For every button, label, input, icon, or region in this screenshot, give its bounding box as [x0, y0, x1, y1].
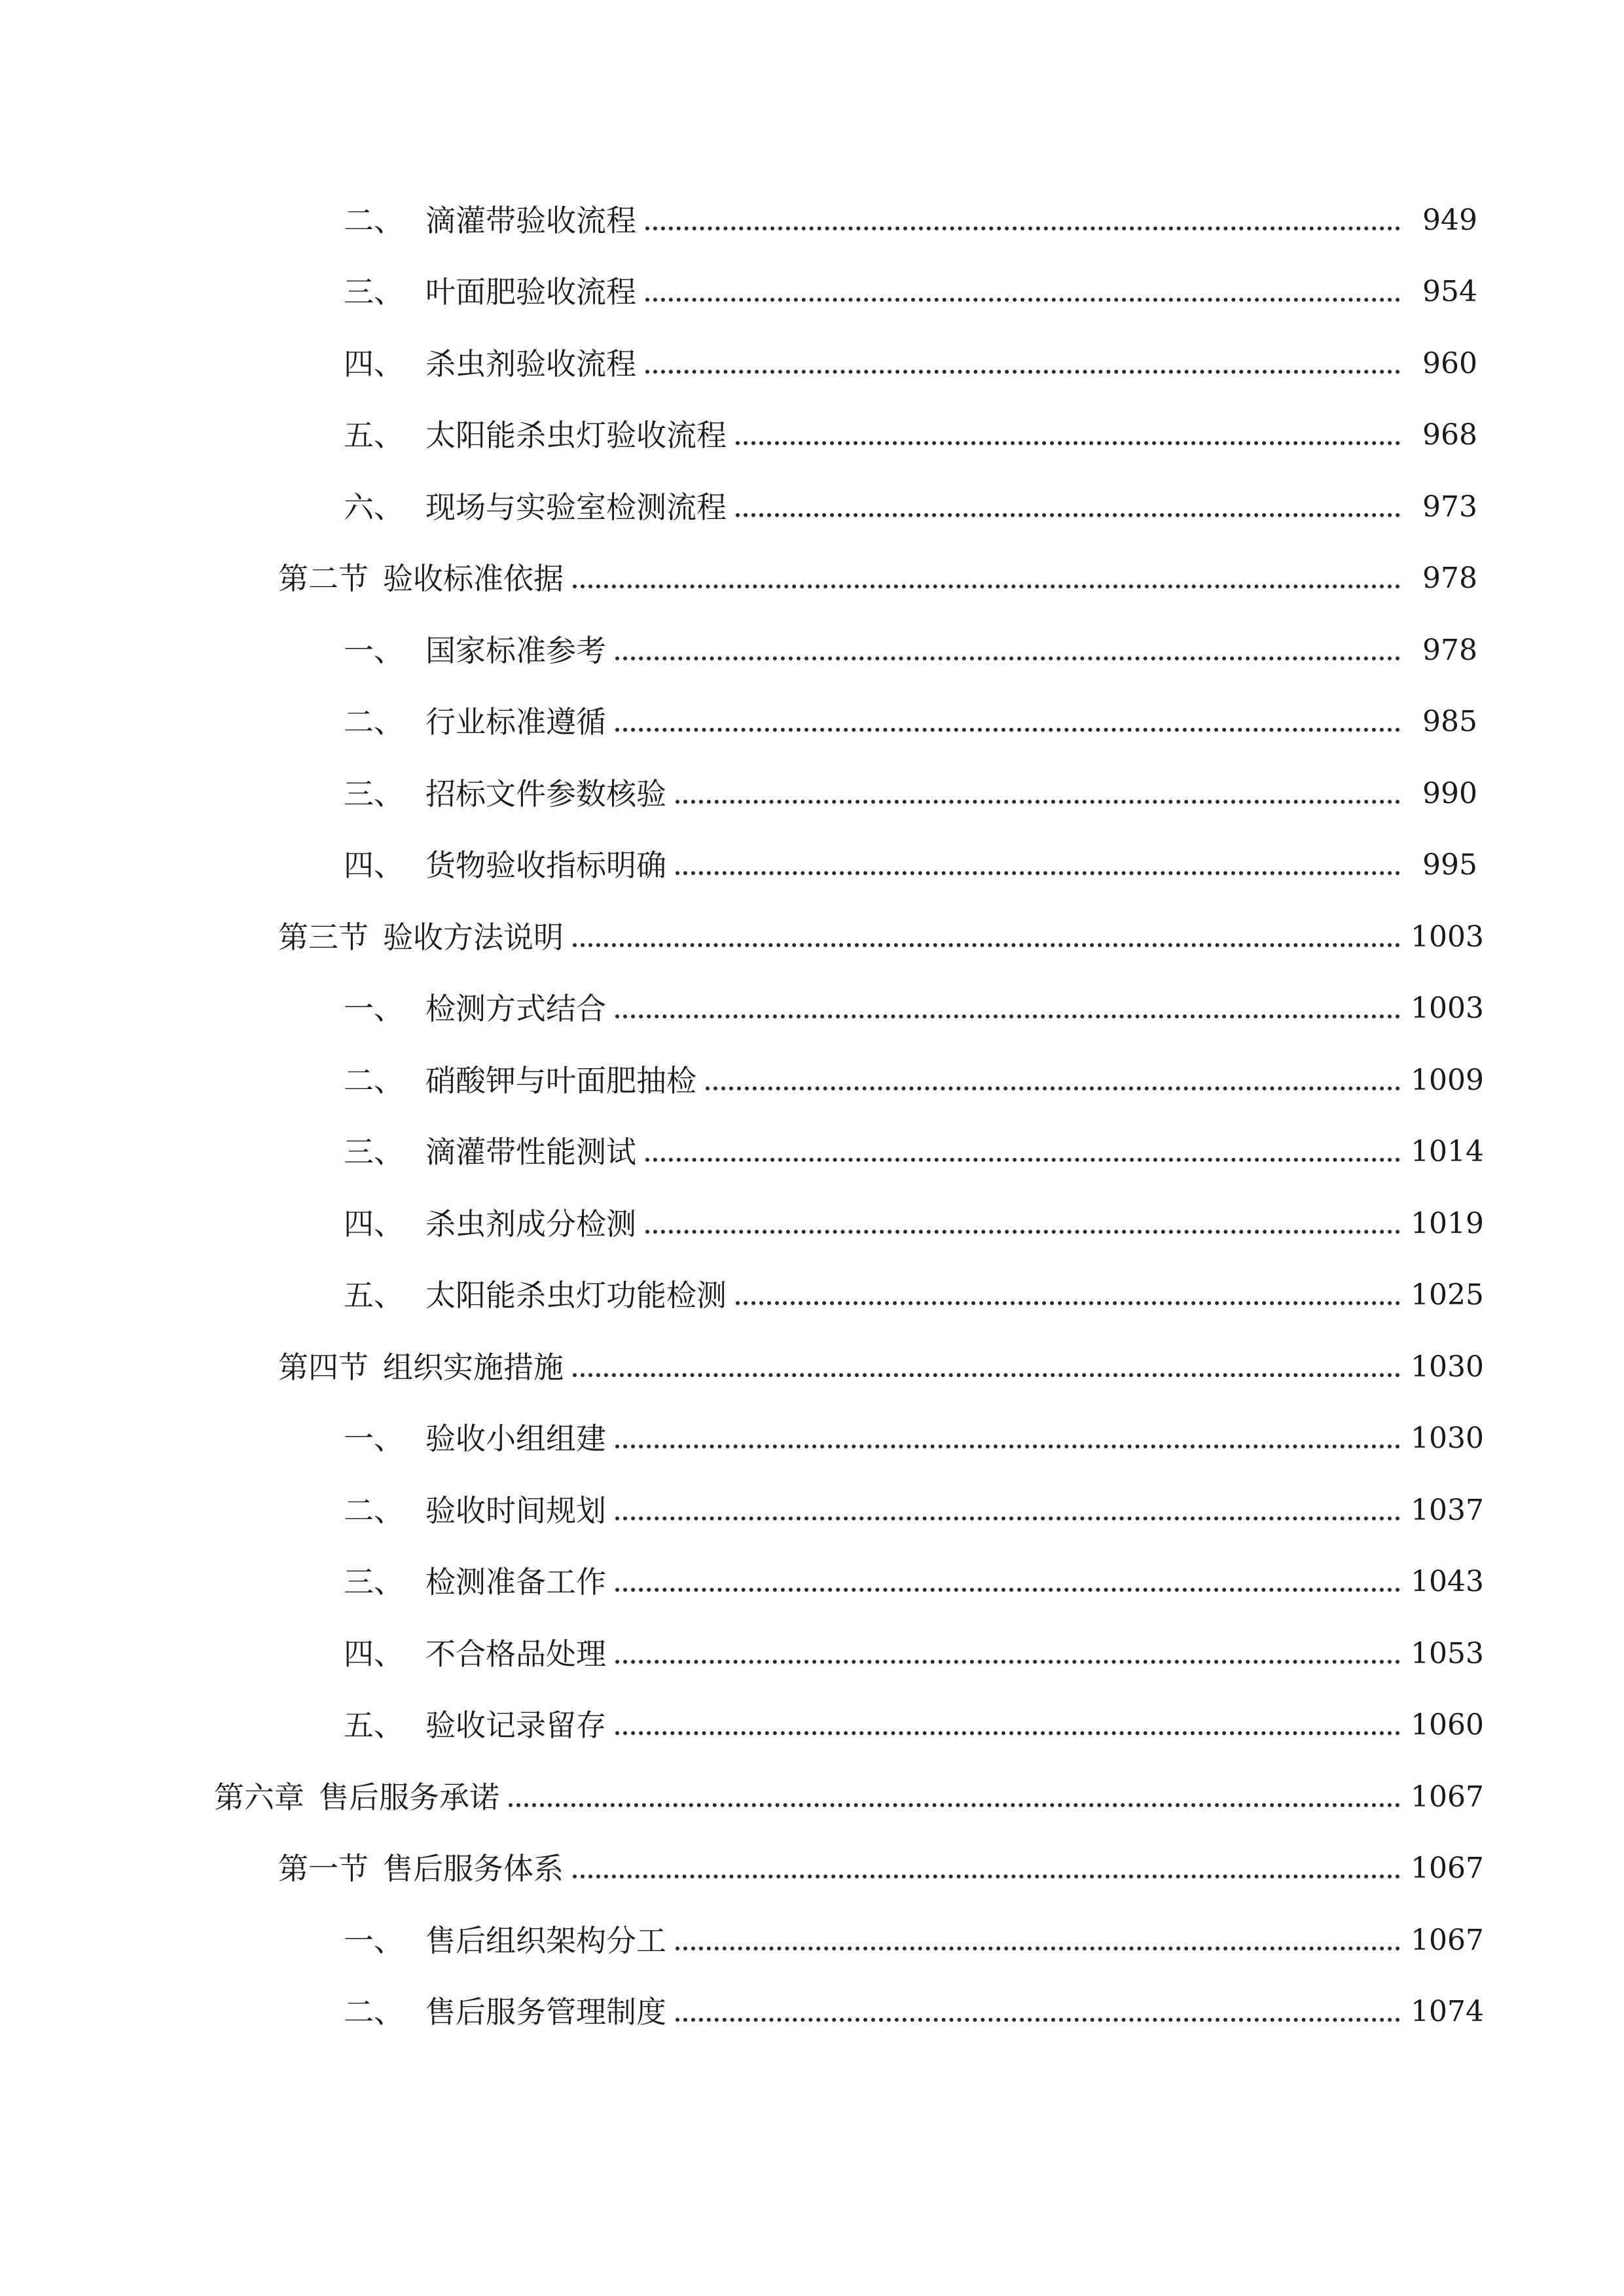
toc-entry-item[interactable]	[0, 1260, 1624, 1332]
toc-entry-number: 二、	[344, 704, 404, 740]
toc-entry-title: 售后服务承诺	[319, 1779, 499, 1815]
toc-entry-item[interactable]	[0, 1475, 1624, 1547]
toc-entry-number: 二、	[344, 202, 404, 238]
toc-entry-title: 验收方法说明	[383, 919, 564, 955]
dot-leader	[615, 728, 1400, 732]
dot-leader	[706, 1086, 1400, 1090]
toc-entry-item[interactable]	[0, 328, 1624, 400]
dot-leader	[676, 2018, 1400, 2022]
toc-entry-title: 组织实施措施	[383, 1349, 564, 1385]
toc-entry-page-number: 1074	[1411, 1995, 1484, 2029]
toc-entry-number: 第四节	[278, 1349, 369, 1385]
toc-entry-number: 五、	[344, 1708, 404, 1744]
toc-entry-number: 五、	[344, 1278, 404, 1314]
toc-entry-number: 三、	[344, 274, 404, 310]
dot-leader	[573, 1373, 1400, 1377]
toc-entry-page-number: 1019	[1411, 1206, 1484, 1240]
toc-entry-title: 硝酸钾与叶面肥抽检	[425, 1062, 696, 1098]
dot-leader	[736, 513, 1400, 517]
toc-entry-number: 四、	[344, 1636, 404, 1672]
dot-leader	[615, 656, 1400, 660]
toc-entry-item[interactable]	[0, 1547, 1624, 1619]
toc-entry-section[interactable]	[0, 1833, 1624, 1905]
toc-entry-page-number: 1025	[1411, 1278, 1484, 1312]
dot-leader	[736, 441, 1400, 445]
toc-entry-page-number: 995	[1422, 848, 1477, 882]
toc-entry-chapter[interactable]	[0, 1761, 1624, 1833]
dot-leader	[645, 298, 1400, 302]
toc-entry-item[interactable]	[0, 615, 1624, 687]
toc-entry-page-number: 1067	[1411, 1780, 1484, 1814]
toc-entry-title: 现场与实验室检测流程	[425, 489, 727, 525]
toc-entry-page-number: 973	[1422, 490, 1477, 524]
toc-entry-page-number: 949	[1422, 203, 1477, 237]
toc-entry-number: 一、	[344, 1421, 404, 1457]
dot-leader	[615, 1014, 1400, 1018]
toc-entry-title: 太阳能杀虫灯功能检测	[425, 1278, 727, 1314]
toc-entry-title: 检测方式结合	[425, 991, 606, 1027]
toc-entry-number: 二、	[344, 1062, 404, 1098]
toc-entry-page-number: 1009	[1411, 1063, 1484, 1097]
dot-leader	[573, 1874, 1400, 1878]
toc-entry-item[interactable]	[0, 1045, 1624, 1117]
toc-entry-item[interactable]	[0, 1977, 1624, 2049]
toc-entry-title: 国家标准参考	[425, 632, 606, 668]
toc-entry-number: 三、	[344, 776, 404, 812]
toc-entry-item[interactable]	[0, 1188, 1624, 1260]
toc-entry-item[interactable]	[0, 758, 1624, 830]
toc-entry-page-number: 990	[1422, 776, 1477, 810]
toc-entry-section[interactable]	[0, 901, 1624, 973]
toc-entry-number: 四、	[344, 1206, 404, 1242]
dot-leader	[736, 1301, 1400, 1305]
toc-entry-page-number: 1067	[1411, 1852, 1484, 1886]
toc-entry-number: 一、	[344, 991, 404, 1027]
toc-entry-number: 二、	[344, 1994, 404, 2030]
toc-entry-title: 售后组织架构分工	[425, 1922, 666, 1958]
dot-leader	[645, 370, 1400, 374]
dot-leader	[676, 871, 1400, 875]
toc-entry-section[interactable]	[0, 543, 1624, 615]
toc-entry-title: 行业标准遵循	[425, 704, 606, 740]
toc-entry-title: 验收标准依据	[383, 561, 564, 597]
dot-leader	[645, 226, 1400, 230]
toc-entry-page-number: 1053	[1411, 1636, 1484, 1670]
toc-entry-title: 杀虫剂验收流程	[425, 346, 636, 382]
dot-leader	[676, 1946, 1400, 1950]
toc-entry-number: 六、	[344, 489, 404, 525]
toc-entry-item[interactable]	[0, 400, 1624, 472]
toc-entry-number: 四、	[344, 346, 404, 382]
dot-leader	[615, 1588, 1400, 1592]
toc-entry-title: 货物验收指标明确	[425, 848, 666, 884]
toc-entry-item[interactable]	[0, 1690, 1624, 1762]
dot-leader	[509, 1803, 1400, 1807]
toc-entry-page-number: 1043	[1411, 1565, 1484, 1599]
dot-leader	[615, 1516, 1400, 1520]
toc-entry-page-number: 1037	[1411, 1493, 1484, 1527]
toc-entry-item[interactable]	[0, 687, 1624, 759]
toc-entry-title: 验收记录留存	[425, 1708, 606, 1744]
toc-entry-item[interactable]	[0, 1618, 1624, 1690]
toc-entry-page-number: 1067	[1411, 1923, 1484, 1957]
toc-entry-number: 五、	[344, 418, 404, 454]
toc-entry-number: 第六章	[214, 1779, 304, 1815]
toc-entry-item[interactable]	[0, 1403, 1624, 1475]
toc-entry-title: 叶面肥验收流程	[425, 274, 636, 310]
toc-entry-title: 售后服务管理制度	[425, 1994, 666, 2030]
toc-entry-page-number: 954	[1422, 275, 1477, 309]
dot-leader	[645, 1158, 1400, 1162]
toc-entry-item[interactable]	[0, 471, 1624, 543]
toc-entry-item[interactable]	[0, 1117, 1624, 1189]
toc-entry-page-number: 985	[1422, 705, 1477, 739]
toc-entry-number: 第一节	[278, 1851, 369, 1887]
toc-entry-number: 四、	[344, 848, 404, 884]
toc-entry-section[interactable]	[0, 1331, 1624, 1403]
toc-entry-title: 滴灌带验收流程	[425, 202, 636, 238]
toc-entry-number: 三、	[344, 1564, 404, 1600]
toc-entry-title: 不合格品处理	[425, 1636, 606, 1672]
toc-entry-title: 验收时间规划	[425, 1492, 606, 1528]
toc-entry-number: 一、	[344, 1922, 404, 1958]
dot-leader	[573, 584, 1400, 588]
toc-entry-number: 三、	[344, 1134, 404, 1170]
dot-leader	[676, 800, 1400, 804]
toc-entry-page-number: 1060	[1411, 1708, 1484, 1742]
toc-entry-title: 滴灌带性能测试	[425, 1134, 636, 1170]
dot-leader	[645, 1230, 1400, 1234]
toc-entry-item[interactable]	[0, 185, 1624, 257]
toc-entry-page-number: 978	[1422, 562, 1477, 596]
dot-leader	[615, 1731, 1400, 1735]
toc-entry-number: 第二节	[278, 561, 369, 597]
toc-entry-title: 招标文件参数核验	[425, 776, 666, 812]
toc-entry-number: 第三节	[278, 919, 369, 955]
toc-entry-title: 验收小组组建	[425, 1421, 606, 1457]
toc-entry-page-number: 960	[1422, 346, 1477, 380]
toc-entry-page-number: 1003	[1411, 992, 1484, 1026]
dot-leader	[573, 943, 1400, 947]
toc-entry-page-number: 978	[1422, 633, 1477, 667]
toc-entry-page-number: 1030	[1411, 1422, 1484, 1456]
toc-entry-item[interactable]	[0, 830, 1624, 902]
dot-leader	[615, 1660, 1400, 1664]
toc-entry-page-number: 1030	[1411, 1350, 1484, 1384]
toc-entry-title: 太阳能杀虫灯验收流程	[425, 418, 727, 454]
dot-leader	[615, 1444, 1400, 1448]
toc-entry-item[interactable]	[0, 1905, 1624, 1977]
toc-entry-title: 检测准备工作	[425, 1564, 606, 1600]
toc-entry-title: 杀虫剂成分检测	[425, 1206, 636, 1242]
toc-entry-page-number: 1014	[1411, 1135, 1484, 1169]
toc-entry-page-number: 1003	[1411, 920, 1484, 954]
table-of-contents	[0, 185, 1624, 2048]
toc-entry-number: 二、	[344, 1492, 404, 1528]
toc-entry-item[interactable]	[0, 257, 1624, 329]
toc-entry-number: 一、	[344, 632, 404, 668]
toc-entry-item[interactable]	[0, 973, 1624, 1045]
toc-entry-title: 售后服务体系	[383, 1851, 564, 1887]
toc-entry-page-number: 968	[1422, 418, 1477, 452]
